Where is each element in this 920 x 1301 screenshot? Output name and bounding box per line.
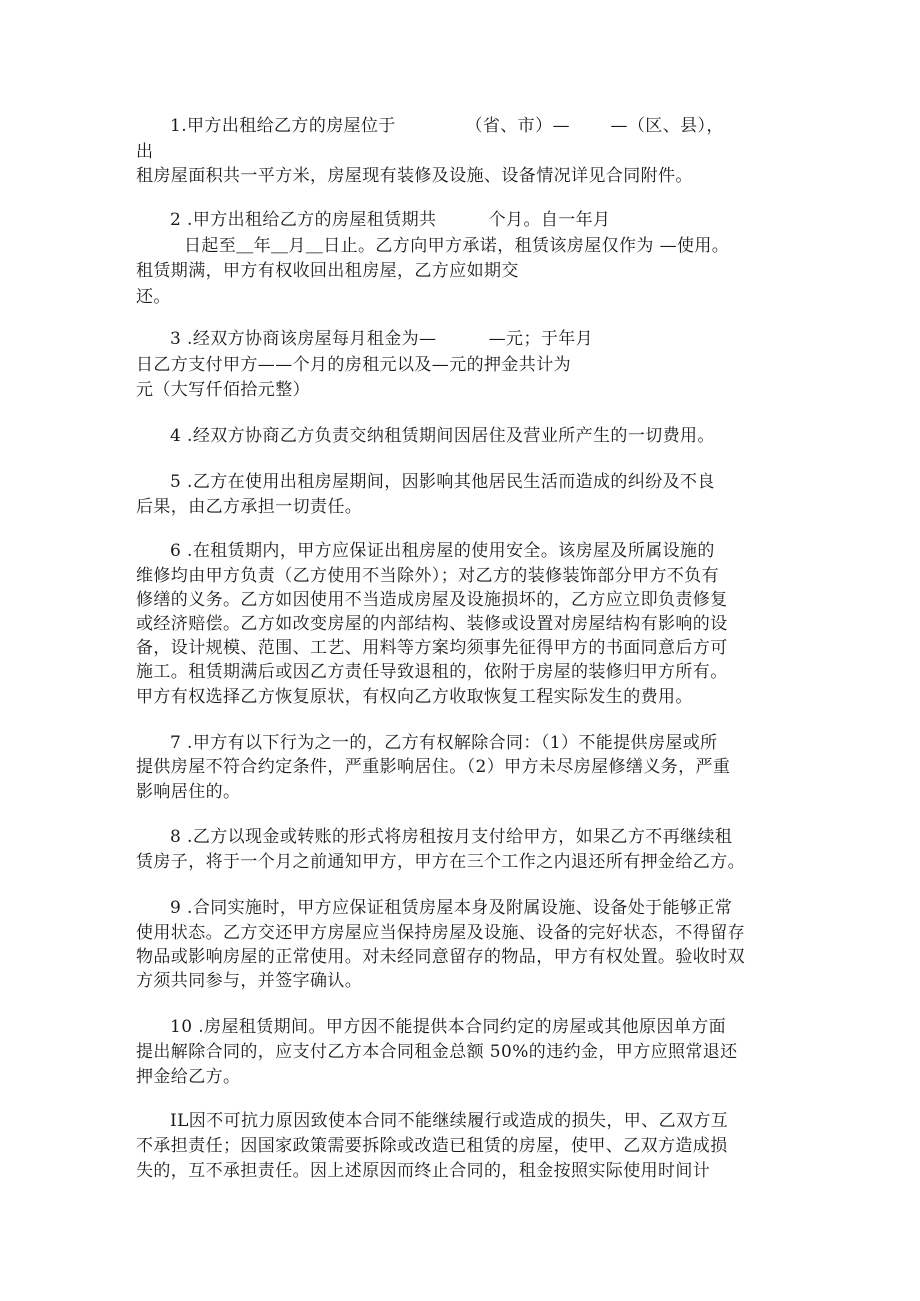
clause-line: 后果，由乙方承担一切责任。	[136, 497, 363, 517]
clause-line: 或经济赔偿。乙方如改变房屋的内部结构、装修或设置对房屋结构有影响的设	[136, 614, 728, 634]
clause-line: 3 .经双方协商该房屋每月租金为— —元；于年月	[170, 329, 594, 349]
clause-line: 9 .合同实施时，甲方应保证租赁房屋本身及附属设施、设备处于能够正常	[170, 898, 733, 918]
clause-line: 租赁期满，甲方有权收回出租房屋，乙方应如期交	[136, 261, 519, 281]
clause-line: 租房屋面积共一平方米，房屋现有装修及设施、设备情况详见合同附件。	[136, 166, 693, 186]
clause-line: 赁房子，将于一个月之前通知甲方，甲方在三个工作之内退还所有押金给乙方。	[136, 852, 745, 872]
clause-line: 还。	[136, 287, 171, 307]
clause-line: 6 .在租赁期内，甲方应保证出租房屋的使用安全。该房屋及所属设施的	[170, 541, 715, 561]
clause-line: 10 .房屋租赁期间。甲方因不能提供本合同约定的房屋或其他原因单方面	[170, 1017, 727, 1037]
clause-line: 不承担责任；因国家政策需要拆除或改造已租赁的房屋，使甲、乙双方造成损	[136, 1136, 728, 1156]
clause-line: 8 .乙方以现金或转账的形式将房租按月支付给甲方，如果乙方不再继续租	[170, 827, 733, 847]
clause-line: 维修均由甲方负责（乙方使用不当除外）；对乙方的装修装饰部分甲方不负有	[136, 566, 720, 586]
clause-line: 元（大写仟佰拾元整）	[136, 380, 310, 400]
clause-line: 方须共同参与，并签字确认。	[136, 971, 363, 991]
clause-line: 出	[136, 142, 154, 162]
clause-line: 甲方有权选择乙方恢复原状，有权向乙方收取恢复工程实际发生的费用。	[136, 687, 693, 707]
clause-line: 物品或影响房屋的正常使用。对未经同意留存的物品，甲方有权处置。验收时双	[136, 947, 745, 967]
clause-line: 1.甲方出租给乙方的房屋位于 （省、市）— —（区、县），	[170, 116, 724, 136]
clause-line: 修缮的义务。乙方如因使用不当造成房屋及设施损坏的，乙方应立即负责修复	[136, 590, 728, 610]
clause-line: 提供房屋不符合约定条件，严重影响居住。（2）甲方未尽房屋修缮义务，严重	[136, 757, 731, 777]
clause-line: IL因不可抗力原因致使本合同不能继续履行或造成的损失，甲、乙双方互	[170, 1111, 729, 1131]
clause-line: 日起至＿年＿月＿日止。乙方向甲方承诺，租赁该房屋仅作为 —使用。	[184, 236, 730, 256]
clause-line: 7 .甲方有以下行为之一的，乙方有权解除合同：（1）不能提供房屋或所	[170, 733, 718, 753]
clause-line: 押金给乙方。	[136, 1067, 241, 1087]
clause-line: 施工。租赁期满后或因乙方责任导致退租的，依附于房屋的装修归甲方所有。	[136, 662, 728, 682]
clause-line: 失的，互不承担责任。因上述原因而终止合同的，租金按照实际使用时间计	[136, 1161, 711, 1181]
clause-line: 日乙方支付甲方——个月的房租元以及—元的押金共计为	[136, 355, 571, 375]
clause-line: 提出解除合同的，应支付乙方本合同租金总额 50%的违约金，甲方应照常退还	[136, 1042, 738, 1062]
clause-line: 5 .乙方在使用出租房屋期间，因影响其他居民生活而造成的纠纷及不良	[170, 472, 715, 492]
clause-line: 使用状态。乙方交还甲方房屋应当保持房屋及设施、设备的完好状态，不得留存	[136, 923, 745, 943]
clause-line: 4 .经双方协商乙方负责交纳租赁期间因居住及营业所产生的一切费用。	[170, 426, 715, 446]
clause-line: 2 .甲方出租给乙方的房屋租赁期共 个月。自一年月	[170, 210, 611, 230]
clause-line: 影响居住的。	[136, 782, 241, 802]
clause-line: 备，设计规模、范围、工艺、用料等方案均须事先征得甲方的书面同意后方可	[136, 638, 728, 658]
